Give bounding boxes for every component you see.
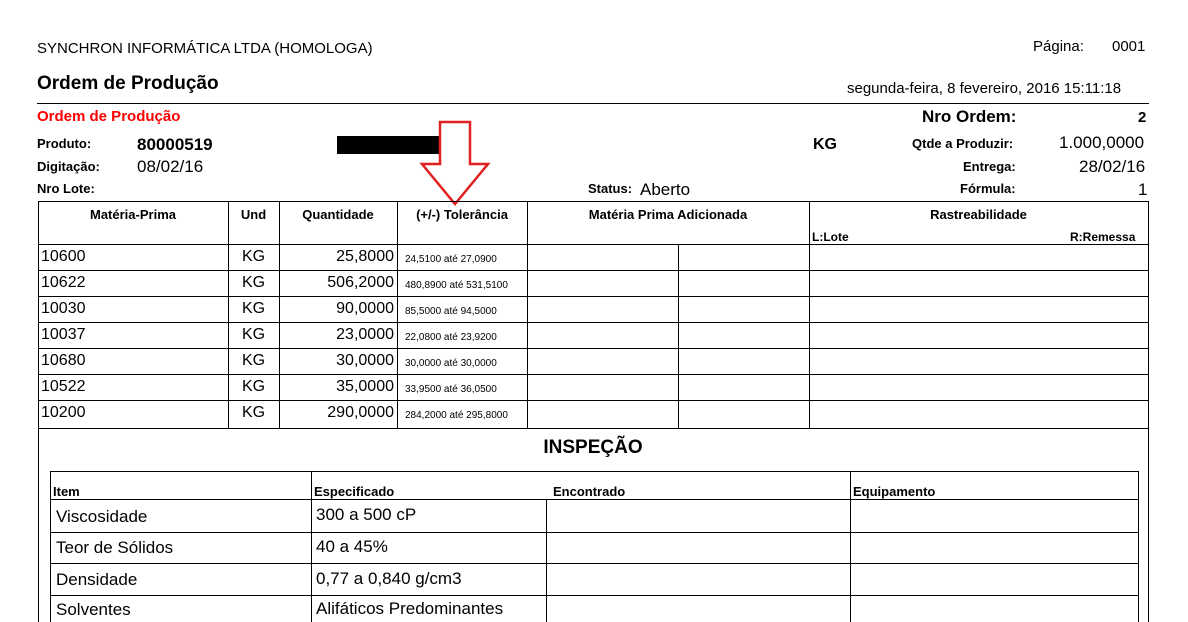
- row-qty: 506,2000: [327, 274, 394, 291]
- row-tolerance: 30,0000 até 30,0000: [405, 358, 497, 369]
- formula-label: Fórmula:: [960, 181, 1016, 196]
- insp-item: Viscosidade: [56, 507, 148, 526]
- formula-value: 1: [1138, 180, 1148, 199]
- row-code: 10600: [41, 248, 86, 265]
- row-code: 10030: [41, 300, 86, 317]
- insp-spec: 0,77 a 0,840 g/cm3: [316, 569, 462, 588]
- unit-value: KG: [813, 136, 837, 153]
- row-und: KG: [241, 248, 266, 265]
- row-qty: 25,8000: [336, 248, 394, 265]
- col-und: Und: [240, 207, 267, 222]
- row-tolerance: 480,8900 até 531,5100: [405, 280, 508, 291]
- row-code: 10622: [41, 274, 86, 291]
- status-label: Status:: [588, 181, 633, 196]
- col-rastreabilidade: Rastreabilidade: [930, 207, 1027, 222]
- row-tolerance: 24,5100 até 27,0900: [405, 254, 497, 265]
- col-materia-adicionada: Matéria Prima Adicionada: [588, 207, 748, 222]
- row-code: 10200: [41, 404, 86, 421]
- row-code: 10522: [41, 378, 86, 395]
- nro-lote-label: Nro Lote:: [37, 181, 95, 196]
- row-tolerance: 22,0800 até 23,9200: [405, 332, 497, 343]
- row-code: 10680: [41, 352, 86, 369]
- col-quantidade: Quantidade: [302, 207, 374, 222]
- insp-item: Teor de Sólidos: [56, 538, 174, 557]
- row-und: KG: [241, 352, 266, 369]
- row-und: KG: [241, 326, 266, 343]
- row-tolerance: 85,5000 até 94,5000: [405, 306, 497, 317]
- row-tolerance: 33,9500 até 36,0500: [405, 384, 497, 395]
- row-code: 10037: [41, 326, 86, 343]
- red-arrow-down-icon: [418, 120, 492, 208]
- row-qty: 35,0000: [336, 378, 394, 395]
- header-divider: [37, 103, 1149, 104]
- row-und: KG: [241, 300, 266, 317]
- insp-spec: 300 a 500 cP: [316, 505, 417, 524]
- insp-col-item: Item: [53, 484, 80, 499]
- entrega-value: 28/02/16: [1079, 157, 1146, 176]
- page-number: 0001: [1112, 38, 1146, 55]
- col-remessa: R:Remessa: [1070, 230, 1136, 244]
- report-datetime: segunda-feira, 8 fevereiro, 2016 15:11:18: [847, 80, 1122, 97]
- insp-spec: Alifáticos Predominantes: [316, 599, 504, 618]
- insp-col-especificado: Especificado: [314, 484, 395, 499]
- row-qty: 30,0000: [336, 352, 394, 369]
- company-name: SYNCHRON INFORMÁTICA LTDA (HOMOLOGA): [37, 40, 373, 57]
- row-und: KG: [241, 274, 266, 291]
- produto-label: Produto:: [37, 136, 92, 151]
- col-tolerancia: (+/-) Tolerância: [416, 207, 508, 222]
- insp-col-encontrado: Encontrado: [553, 484, 626, 499]
- row-qty: 290,0000: [327, 404, 394, 421]
- digitacao-label: Digitação:: [37, 159, 100, 174]
- nro-ordem-label: Nro Ordem:: [922, 107, 1017, 126]
- insp-item: Solventes: [56, 600, 131, 619]
- entrega-label: Entrega:: [963, 159, 1016, 174]
- col-materia-prima: Matéria-Prima: [90, 207, 176, 222]
- status-value: Aberto: [640, 180, 691, 199]
- qtde-label: Qtde a Produzir:: [912, 136, 1014, 151]
- digitacao-value: 08/02/16: [137, 157, 204, 176]
- qtde-value: 1.000,0000: [1059, 133, 1145, 152]
- order-section-title: Ordem de Produção: [37, 108, 181, 125]
- page-label: Página:: [1033, 38, 1084, 55]
- col-lote: L:Lote: [812, 230, 849, 244]
- row-und: KG: [241, 404, 266, 421]
- row-qty: 23,0000: [336, 326, 394, 343]
- report-title: Ordem de Produção: [37, 73, 219, 94]
- insp-col-equipamento: Equipamento: [853, 484, 936, 499]
- row-tolerance: 284,2000 até 295,8000: [405, 410, 508, 421]
- produto-value: 80000519: [137, 135, 213, 154]
- row-und: KG: [241, 378, 266, 395]
- inspection-title: INSPEÇÃO: [543, 437, 643, 458]
- insp-spec: 40 a 45%: [316, 537, 388, 556]
- row-qty: 90,0000: [336, 300, 394, 317]
- insp-item: Densidade: [56, 570, 138, 589]
- nro-ordem-value: 2: [1138, 109, 1147, 126]
